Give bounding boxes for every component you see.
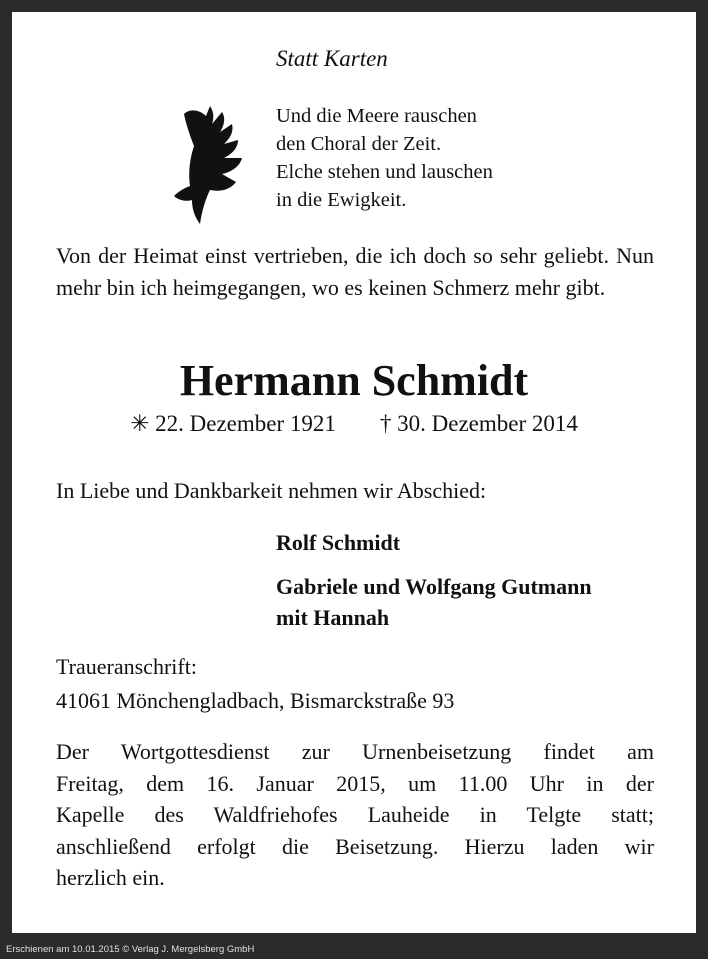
header-statt-karten: Statt Karten [276, 46, 388, 71]
intro-verse: Von der Heimat einst vertrieben, die ich doch so sehr geliebt. Nun mehr bin ich heimgegangen, wo es keinen Schmerz mehr gibt. [56, 243, 654, 300]
poem [276, 102, 493, 214]
mourner-name: mit Hannah [276, 605, 390, 630]
deceased-name: Hermann Schmidt [179, 356, 529, 405]
life-dates [12, 411, 696, 437]
address-value: 41061 Mönchengladbach, Bismarckstraße 93 [56, 688, 455, 713]
death-date: † 30. Dezember 2014 [379, 411, 578, 436]
poem-line: den Choral der Zeit. [276, 133, 442, 155]
service-line: herzlich ein. [56, 865, 165, 890]
service-line: Der Wortgottesdienst zur Urnenbeisetzung findet am [56, 739, 654, 764]
obituary-card [12, 12, 696, 933]
service-line: Freitag, dem 16. Januar 2015, um 11.00 Uhr in der [56, 770, 654, 796]
publication-footer: Erschienen am 10.01.2015 © Verlag J. Mergelsberg GmbH [6, 944, 255, 955]
poem-line: Elche stehen und lauschen [276, 161, 493, 183]
mourner-name: Gabriele und Wolfgang Gutmann [276, 574, 592, 599]
service-line: Kapelle des Waldfriehofes Lauheide in Telgte statt; [56, 802, 654, 827]
service-info [56, 736, 654, 894]
service-line: anschließend erfolgt die Beisetzung. Hierzu laden wir [56, 833, 654, 859]
poem-line: Und die Meere rauschen [276, 105, 477, 127]
mourner-name: Rolf Schmidt [276, 530, 401, 555]
elk-antler-icon [170, 100, 252, 224]
farewell-text: In Liebe und Dankbarkeit nehmen wir Abschied: [56, 478, 487, 503]
birth-date: ✳ 22. Dezember 1921 [130, 411, 336, 436]
address-label: Traueranschrift: [56, 654, 197, 679]
poem-line: in die Ewigkeit. [276, 189, 407, 211]
